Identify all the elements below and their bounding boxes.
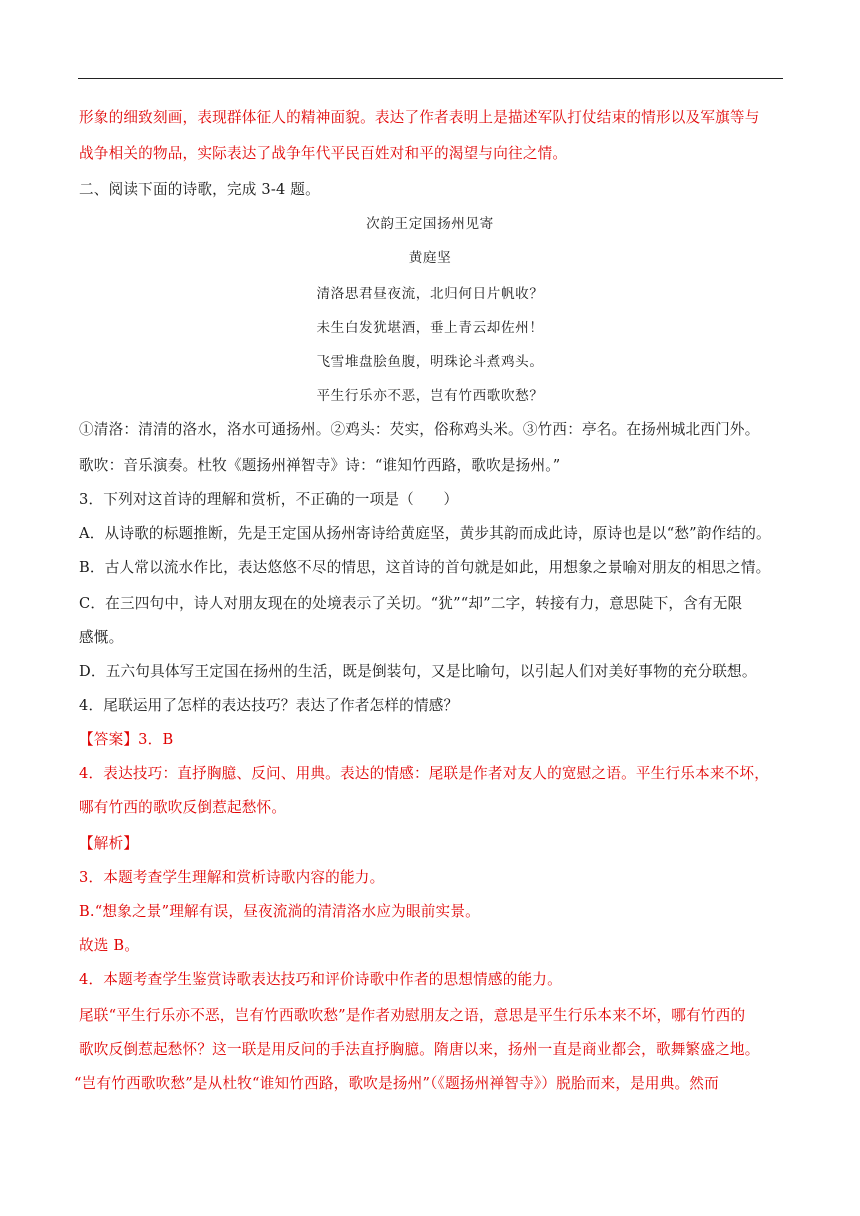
option-b: B．古人常以流水作比，表达悠悠不尽的情思，这首诗的首句就是如此，用想象之景喻对朋友的相思之情。	[79, 559, 771, 576]
answer-text-line: 形象的细致刻画，表现群体征人的精神面貌。表达了作者表明上是描述军队打仗结束的情形以及军旗等与	[79, 109, 760, 126]
section-heading: 二、阅读下面的诗歌，完成 3-4 题。	[79, 181, 320, 198]
annotation-line: 歌吹：音乐演奏。杜牧《题扬州禅智寺》诗：“谁知竹西路，歌吹是扬州。”	[79, 457, 561, 474]
analysis-line: 故选 B。	[79, 937, 140, 954]
analysis-line: 尾联“平生行乐亦不恶，岂有竹西歌吹愁”是作者劝慰朋友之语，意思是平生行乐本来不坏，哪有竹西的	[79, 1007, 746, 1024]
answer-4-line: 4．表达技巧：直抒胸臆、反问、用典。表达的情感：尾联是作者对友人的宽慰之语。平生行乐本来不坏，	[79, 765, 770, 782]
analysis-line: 歌吹反倒惹起愁怀？这一联是用反问的手法直抒胸臆。隋唐以来，扬州一直是商业都会，歌舞繁盛之地。	[79, 1041, 760, 1058]
option-c-cont: 感慨。	[79, 629, 124, 646]
question-4: 4．尾联运用了怎样的表达技巧？表达了作者怎样的情感？	[79, 697, 459, 714]
poem-line: 平生行乐亦不恶，岂有竹西歌吹愁？	[316, 388, 544, 404]
poem-author: 黄庭坚	[408, 250, 452, 266]
header-rule	[78, 78, 783, 79]
poem-line: 飞雪堆盘脍鱼腹，明珠论斗煮鸡头。	[316, 354, 544, 370]
question-3: 3．下列对这首诗的理解和赏析，不正确的一项是（ ）	[79, 491, 459, 508]
poem-line: 清洛思君昼夜流，北归何日片帆收？	[316, 286, 544, 302]
annotation-line: ①清洛：清清的洛水，洛水可通扬州。②鸡头：芡实，俗称鸡头米。③竹西：亭名。在扬州城北西门外。	[79, 421, 760, 438]
analysis-label: 【解析】	[79, 835, 139, 852]
poem-line: 未生白发犹堪酒，垂上青云却佐州！	[316, 320, 544, 336]
answer-text-line: 战争相关的物品，实际表达了战争年代平民百姓对和平的渴望与向往之情。	[79, 145, 568, 162]
analysis-line: B.“想象之景”理解有误，昼夜流淌的清清洛水应为眼前实景。	[79, 903, 480, 920]
analysis-line: 4．本题考查学生鉴赏诗歌表达技巧和评价诗歌中作者的思想情感的能力。	[79, 971, 562, 988]
analysis-line: “岂有竹西歌吹愁”是从杜牧“谁知竹西路，歌吹是扬州”（《题扬州禅智寺》）脱胎而来，是用典。然而	[74, 1075, 719, 1092]
analysis-line: 3．本题考查学生理解和赏析诗歌内容的能力。	[79, 869, 385, 886]
option-a: A．从诗歌的标题推断，先是王定国从扬州寄诗给黄庭坚，黄步其韵而成此诗，原诗也是以“愁”韵作结的。	[79, 525, 771, 542]
poem-title: 次韵王定国扬州见寄	[366, 216, 494, 232]
option-c: C．在三四句中，诗人对朋友现在的处境表示了关切。“犹”“却”二字，转接有力，意思陡下，含有无限	[79, 595, 743, 612]
option-d: D．五六句具体写王定国在扬州的生活，既是倒装句，又是比喻句，以引起人们对美好事物的充分联想。	[79, 663, 757, 680]
answer-4-line: 哪有竹西的歌吹反倒惹起愁怀。	[79, 799, 287, 816]
answer-label: 【答案】3．B	[79, 731, 174, 748]
